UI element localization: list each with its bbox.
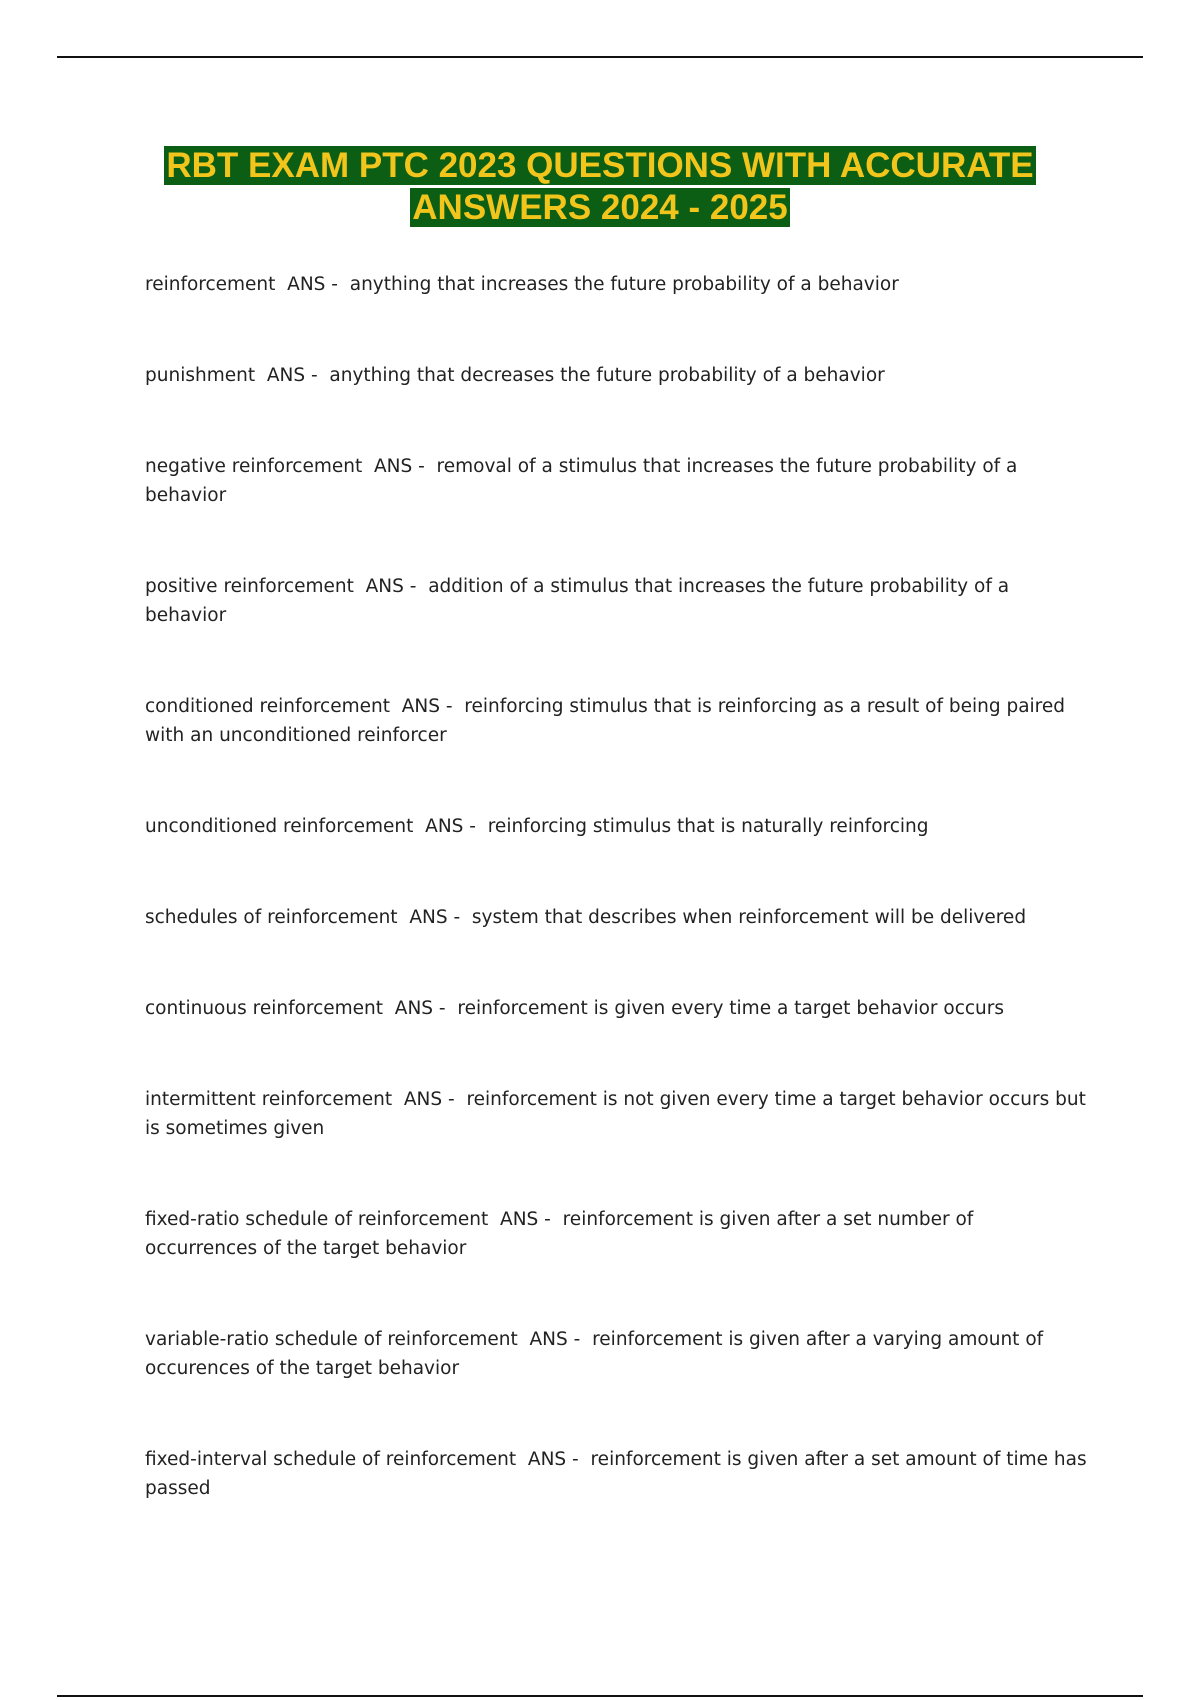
qa-definition: addition of a stimulus that increases the future probability of a behavior bbox=[145, 576, 1010, 626]
qa-term: reinforcement bbox=[145, 274, 276, 295]
qa-definition: anything that increases the future probability of a behavior bbox=[349, 274, 899, 295]
qa-entry bbox=[145, 572, 1090, 630]
qa-term: punishment bbox=[145, 365, 256, 386]
ans-separator: ANS - bbox=[353, 576, 429, 597]
qa-definition: reinforcing stimulus that is naturally reinforcing bbox=[487, 816, 929, 837]
ans-separator: ANS - bbox=[413, 816, 488, 837]
ans-separator: ANS - bbox=[517, 1329, 593, 1350]
ans-separator: ANS - bbox=[255, 365, 330, 386]
qa-term: negative reinforcement bbox=[145, 456, 363, 477]
qa-entry bbox=[145, 1205, 1090, 1263]
qa-definition: reinforcement is given after a varying amount of occurences of the target behavior bbox=[145, 1329, 1044, 1379]
qa-definition: reinforcement is given every time a target behavior occurs bbox=[457, 998, 1005, 1019]
ans-separator: ANS - bbox=[362, 456, 437, 477]
qa-entry bbox=[145, 994, 1090, 1023]
title-line-1: RBT EXAM PTC 2023 QUESTIONS WITH ACCURATE bbox=[166, 146, 1034, 185]
qa-definition: reinforcement is given after a set amount of time has passed bbox=[145, 1449, 1087, 1499]
title-line-2: ANSWERS 2024 - 2025 bbox=[412, 188, 788, 227]
qa-term: conditioned reinforcement bbox=[145, 696, 390, 717]
footer-rule bbox=[57, 1695, 1143, 1697]
qa-entry bbox=[145, 1325, 1090, 1383]
qa-entry bbox=[145, 270, 1090, 299]
ans-separator: ANS - bbox=[275, 274, 350, 295]
qa-entry bbox=[145, 903, 1090, 932]
ans-separator: ANS - bbox=[397, 907, 472, 928]
qa-definition: removal of a stimulus that increases the future probability of a behavior bbox=[145, 456, 1018, 506]
qa-entry bbox=[145, 1445, 1090, 1503]
qa-term: schedules of reinforcement bbox=[145, 907, 398, 928]
ans-separator: ANS - bbox=[389, 696, 465, 717]
qa-term: unconditioned reinforcement bbox=[145, 816, 414, 837]
header-rule bbox=[57, 56, 1143, 58]
document-title bbox=[0, 145, 1200, 229]
ans-separator: ANS - bbox=[488, 1209, 563, 1230]
qa-list bbox=[145, 270, 1090, 1503]
qa-entry bbox=[145, 361, 1090, 390]
qa-definition: anything that decreases the future probability of a behavior bbox=[329, 365, 885, 386]
ans-separator: ANS - bbox=[383, 998, 458, 1019]
qa-entry bbox=[145, 812, 1090, 841]
qa-entry bbox=[145, 452, 1090, 510]
qa-definition: reinforcing stimulus that is reinforcing as a result of being paired with an unconditioned reinforcer bbox=[145, 696, 1066, 746]
qa-entry bbox=[145, 692, 1090, 750]
qa-definition: reinforcement is not given every time a target behavior occurs but is sometimes given bbox=[145, 1089, 1086, 1139]
qa-definition: system that describes when reinforcement will be delivered bbox=[471, 907, 1027, 928]
qa-term: positive reinforcement bbox=[145, 576, 354, 597]
qa-entry bbox=[145, 1085, 1090, 1143]
ans-separator: ANS - bbox=[392, 1089, 467, 1110]
qa-term: continuous reinforcement bbox=[145, 998, 384, 1019]
qa-term: fixed-interval schedule of reinforcement bbox=[145, 1449, 517, 1470]
ans-separator: ANS - bbox=[516, 1449, 591, 1470]
qa-definition: reinforcement is given after a set number of occurrences of the target behavior bbox=[145, 1209, 974, 1259]
qa-term: variable-ratio schedule of reinforcement bbox=[145, 1329, 518, 1350]
qa-term: intermittent reinforcement bbox=[145, 1089, 393, 1110]
qa-term: fixed-ratio schedule of reinforcement bbox=[145, 1209, 489, 1230]
